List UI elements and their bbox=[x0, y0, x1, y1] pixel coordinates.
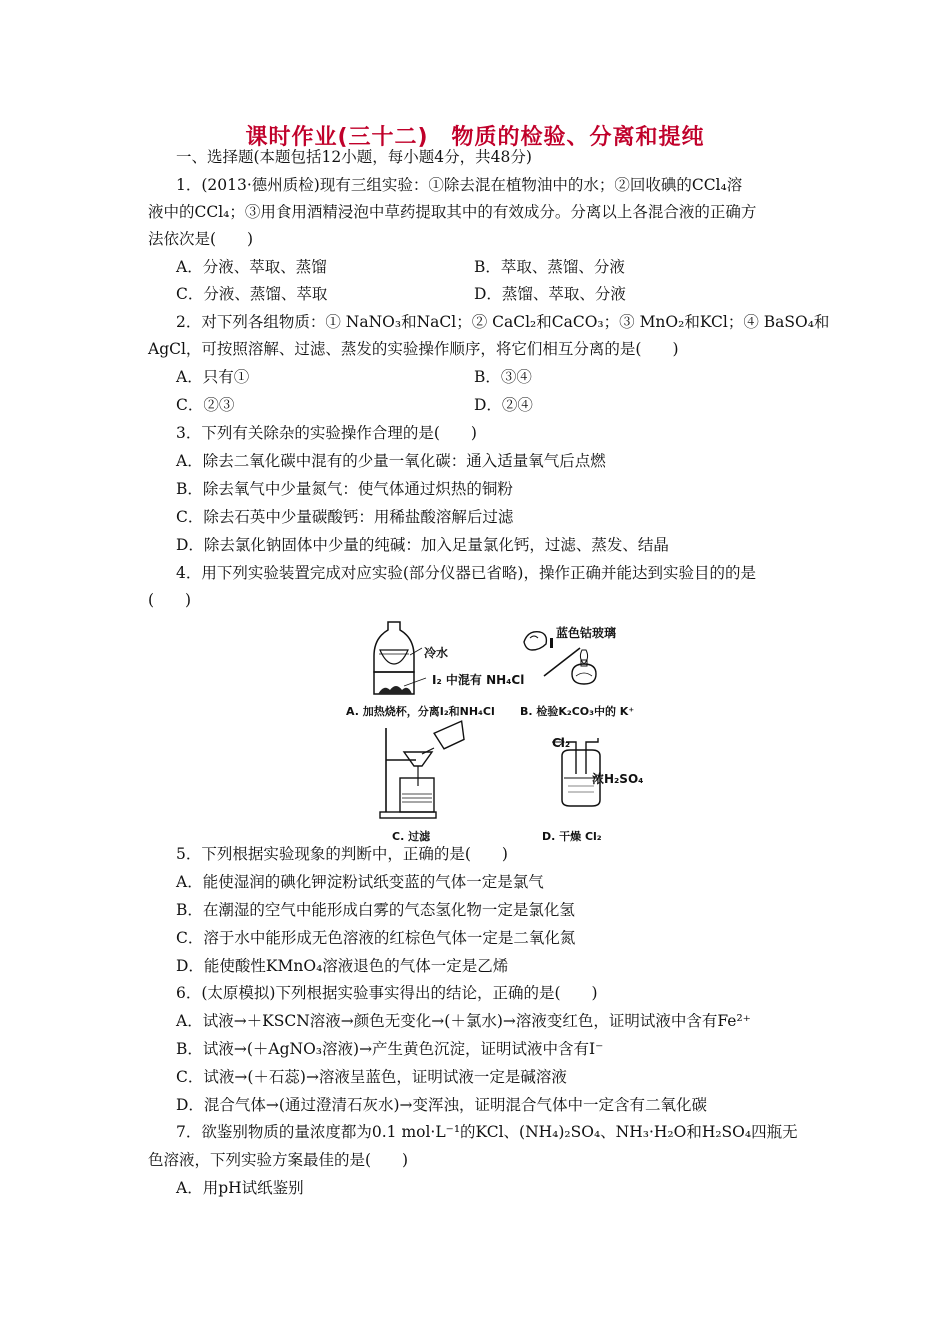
q4-stem-line2: ( ) bbox=[148, 591, 192, 609]
q2-stem-line2: AgCl，可按照溶解、过滤、蒸发的实验操作顺序，将它们相互分离的是( ) bbox=[148, 340, 679, 358]
q5-option-b: B．在潮湿的空气中能形成白雾的气态氢化物一定是氯化氢 bbox=[176, 901, 575, 919]
q1-option-a: A．分液、萃取、蒸馏 bbox=[176, 258, 327, 276]
q2-stem-line1: 2．对下列各组物质：① NaNO₃和NaCl；② CaCl₂和CaCO₃；③ MnO₂和KCl；④ BaSO₄和 bbox=[176, 313, 830, 331]
q3-option-d: D．除去氯化钠固体中少量的纯碱：加入足量氯化钙，过滤、蒸发、结晶 bbox=[176, 536, 669, 554]
q3-option-c: C．除去石英中少量碳酸钙：用稀盐酸溶解后过滤 bbox=[176, 508, 514, 526]
apparatus-c-diagram bbox=[374, 722, 484, 822]
q2-option-b: B．③④ bbox=[474, 368, 532, 386]
q1-option-c: C．分液、蒸馏、萃取 bbox=[176, 285, 328, 303]
q2-option-c: C．②③ bbox=[176, 396, 235, 414]
q1-option-b: B．萃取、蒸馏、分液 bbox=[474, 258, 625, 276]
q1-stem-line1: 1．(2013·德州质检)现有三组实验：①除去混在植物油中的水；②回收碘的CCl₄溶 bbox=[176, 176, 743, 194]
q5-option-a: A．能使湿润的碘化钾淀粉试纸变蓝的气体一定是氯气 bbox=[176, 873, 544, 891]
q1-option-d: D．蒸馏、萃取、分液 bbox=[474, 285, 626, 303]
q5-stem: 5．下列根据实验现象的判断中，正确的是( ) bbox=[176, 845, 508, 863]
apparatus-a-caption: A. 加热烧杯，分离I₂和NH₄Cl bbox=[346, 705, 495, 718]
apparatus-b-cobalt-glass-label: 蓝色钴玻璃 bbox=[556, 626, 617, 640]
q1-stem-line3: 法依次是( ) bbox=[148, 230, 254, 248]
q2-option-a: A．只有① bbox=[176, 368, 250, 386]
apparatus-d-gas-label: Cl₂ bbox=[552, 736, 571, 750]
q6-stem: 6．(太原模拟)下列根据实验事实得出的结论，正确的是( ) bbox=[176, 984, 598, 1002]
q5-option-c: C．溶于水中能形成无色溶液的红棕色气体一定是二氧化氮 bbox=[176, 929, 576, 947]
q5-option-d: D．能使酸性KMnO₄溶液退色的气体一定是乙烯 bbox=[176, 957, 509, 975]
q7-option-a: A．用pH试纸鉴别 bbox=[176, 1179, 304, 1197]
apparatus-d-acid-label: 浓H₂SO₄ bbox=[592, 772, 644, 786]
q3-stem: 3．下列有关除杂的实验操作合理的是( ) bbox=[176, 424, 477, 442]
q1-stem-line2: 液中的CCl₄；③用食用酒精浸泡中草药提取其中的有效成分。分离以上各混合液的正确方 bbox=[148, 203, 757, 221]
section-heading: 一、选择题(本题包括12小题，每小题4分，共48分) bbox=[176, 148, 532, 166]
q7-stem-line2: 色溶液，下列实验方案最佳的是( ) bbox=[148, 1151, 409, 1169]
q4-stem-line1: 4．用下列实验装置完成对应实验(部分仪器已省略)，操作正确并能达到实验目的的是 bbox=[176, 564, 756, 582]
q6-option-b: B．试液→(＋AgNO₃溶液)→产生黄色沉淀，证明试液中含有I⁻ bbox=[176, 1040, 604, 1058]
q2-option-d: D．②④ bbox=[474, 396, 533, 414]
apparatus-b-caption: B. 检验K₂CO₃中的 K⁺ bbox=[520, 705, 635, 718]
q6-option-c: C．试液→(＋石蕊)→溶液呈蓝色，证明试液一定是碱溶液 bbox=[176, 1068, 567, 1086]
apparatus-c-caption: C. 过滤 bbox=[392, 830, 431, 843]
q3-option-b: B．除去氧气中少量氮气：使气体通过炽热的铜粉 bbox=[176, 480, 513, 498]
q7-stem-line1: 7．欲鉴别物质的量浓度都为0.1 mol·L⁻¹的KCl、(NH₄)₂SO₄、NH₃·H₂O和H₂SO₄四瓶无 bbox=[176, 1123, 798, 1141]
q6-option-d: D．混合气体→(通过澄清石灰水)→变浑浊，证明混合气体中一定含有二氧化碳 bbox=[176, 1096, 707, 1114]
page-title: 课时作业(三十二) 物质的检验、分离和提纯 bbox=[245, 125, 705, 150]
q6-option-a: A．试液→＋KSCN溶液→颜色无变化→(＋氯水)→溶液变红色，证明试液中含有Fe²⁺ bbox=[176, 1012, 751, 1030]
apparatus-a-mixture-label: I₂ 中混有 NH₄Cl bbox=[432, 673, 525, 687]
apparatus-a-cold-water-label: 冷水 bbox=[424, 646, 449, 660]
apparatus-d-caption: D. 干燥 Cl₂ bbox=[542, 830, 602, 843]
q3-option-a: A．除去二氧化碳中混有的少量一氧化碳：通入适量氧气后点燃 bbox=[176, 452, 606, 470]
